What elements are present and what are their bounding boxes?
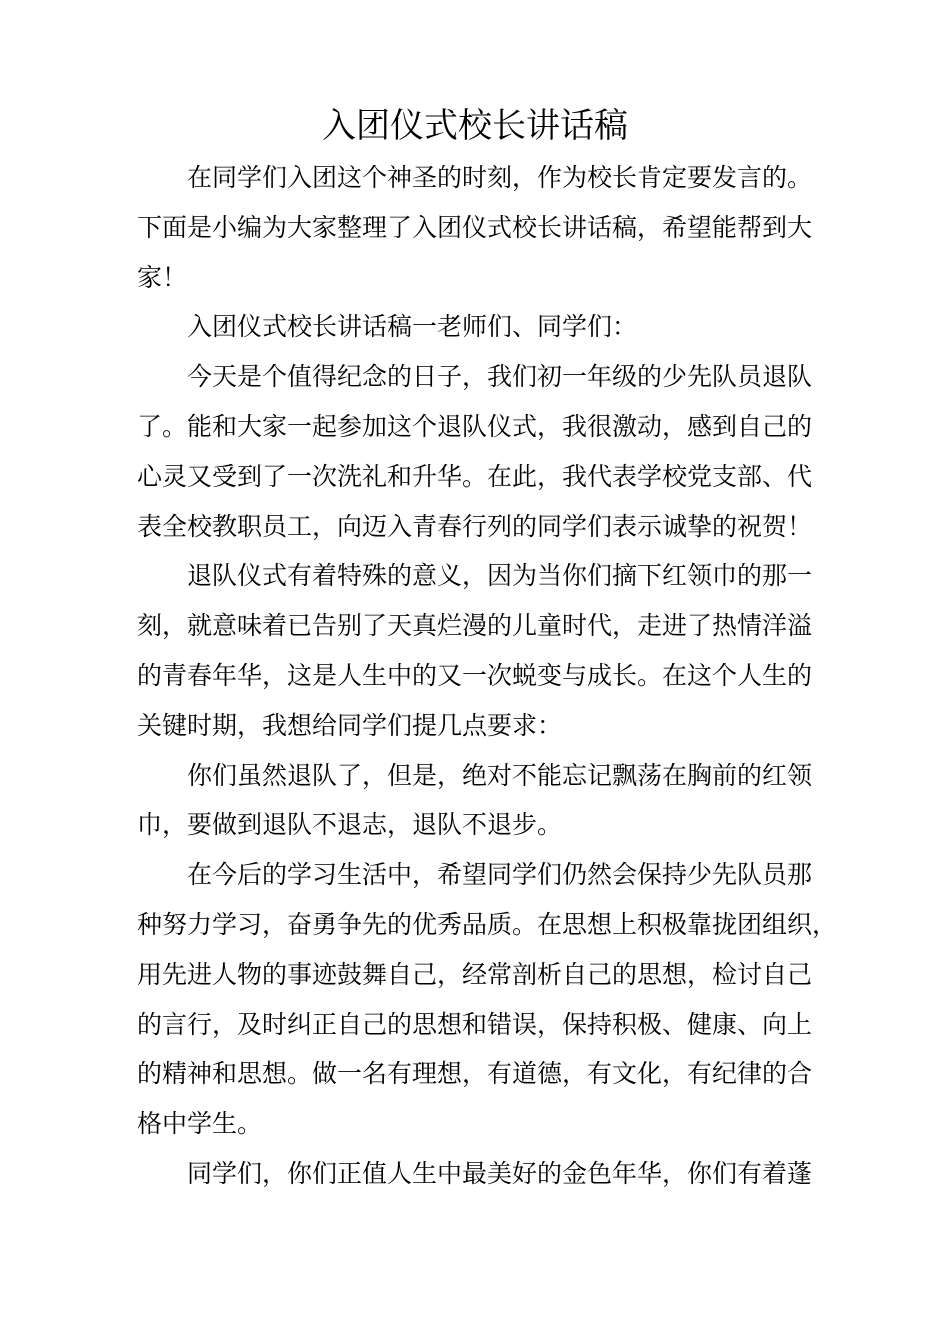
- paragraph-line: 在同学们入团这个神圣的时刻，作为校长肯定要发言的。: [187, 163, 813, 192]
- paragraph-line: 入团仪式校长讲话稿一老师们、同学们：: [187, 312, 638, 342]
- paragraph-salutation: [137, 302, 837, 352]
- paragraph-line: 的精神和思想。做一名有理想，有道德，有文化，有纪律的合: [137, 1059, 813, 1089]
- paragraph-meaning: [137, 551, 837, 750]
- paragraph-line: 退队仪式有着特殊的意义，因为当你们摘下红领巾的那一: [187, 561, 813, 591]
- paragraph-red-scarf: [137, 751, 837, 851]
- paragraph-line: 你们虽然退队了，但是，绝对不能忘记飘荡在胸前的红领: [187, 760, 813, 790]
- paragraph-line: 表全校教职员工，向迈入青春行列的同学们表示诚挚的祝贺！: [137, 511, 813, 541]
- paragraph-closing: [137, 1149, 837, 1199]
- paragraph-future-study: [137, 850, 837, 1149]
- paragraph-line: 关键时期，我想给同学们提几点要求：: [137, 710, 563, 740]
- paragraph-line: 下面是小编为大家整理了入团仪式校长讲话稿，希望能帮到大: [137, 212, 813, 242]
- paragraph-line: 同学们，你们正值人生中最美好的金色年华，你们有着蓬: [187, 1158, 813, 1188]
- paragraph-line: 种努力学习，奋勇争先的优秀品质。在思想上积极靠拢团组织，: [137, 909, 838, 939]
- paragraph-opening: [137, 352, 837, 551]
- document-title: 入团仪式校长讲话稿: [322, 106, 628, 146]
- document-body: [137, 153, 837, 1199]
- paragraph-line: 格中学生。: [137, 1109, 263, 1139]
- paragraph-line: 今天是个值得纪念的日子，我们初一年级的少先队员退队: [187, 362, 813, 392]
- paragraph-line: 了。能和大家一起参加这个退队仪式，我很激动，感到自己的: [137, 411, 813, 441]
- paragraph-line: 刻，就意味着已告别了天真烂漫的儿童时代，走进了热情洋溢: [137, 611, 813, 641]
- paragraph-line: 的青春年华，这是人生中的又一次蜕变与成长。在这个人生的: [137, 660, 813, 690]
- paragraph-line: 用先进人物的事迹鼓舞自己，经常剖析自己的思想，检讨自己: [137, 959, 813, 989]
- paragraph-line: 在今后的学习生活中，希望同学们仍然会保持少先队员那: [187, 860, 813, 890]
- paragraph-line: 心灵又受到了一次洗礼和升华。在此，我代表学校党支部、代: [137, 461, 813, 491]
- paragraph-intro: [137, 153, 837, 302]
- paragraph-line: 巾，要做到退队不退志，退队不退步。: [137, 810, 563, 840]
- paragraph-line: 的言行，及时纠正自己的思想和错误，保持积极、健康、向上: [137, 1009, 813, 1039]
- paragraph-line: 家！: [137, 262, 188, 292]
